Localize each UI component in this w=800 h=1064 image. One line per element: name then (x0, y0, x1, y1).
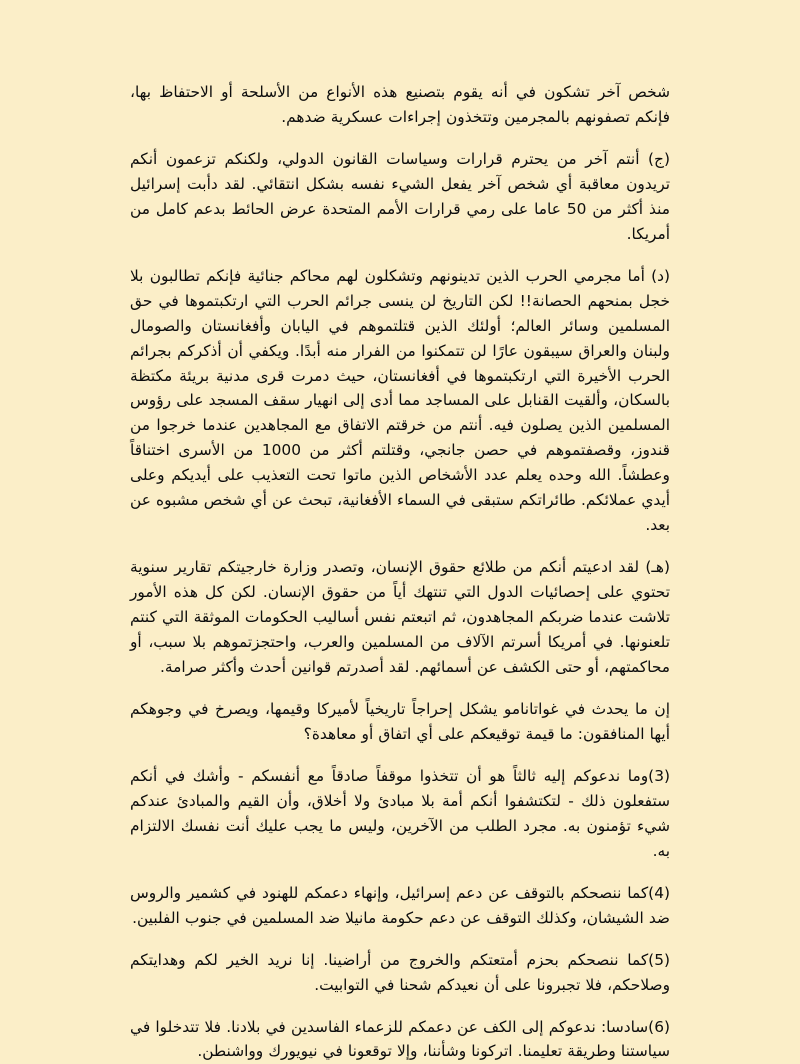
document-body (130, 80, 670, 1064)
paragraph-item-dal: (د) أما مجرمي الحرب الذين تدينونهم وتشكلون لهم محاكم جنائية فإنكم تطالبون بلا خجل بمنحهم الحصانة!! لكن التاريخ لن ينسى جرائم الحرب التي ارتكبتموها في حق المسلمين وسائر العالم؛ أولئك الذين قتلتموهم في اليابان وأفغانستان والصومال ولبنان والعراق سيبقون عارًا لن تتمكنوا من الفرار منه أبدًا. ويكفي أن أذكركم بجرائم الحرب الأخيرة التي ارتكبتموها في أفغانستان، حيث دمرت قرى مدنية بريئة مكتظة بالسكان، وألقيت القنابل على المساجد مما أدى إلى انهيار سقف المسجد على رؤوس المسلمين الذين يصلون فيه. أنتم من خرقتم الاتفاق مع المجاهدين عندما خرجوا من قندوز، وقصفتموهم في حصن جانجي، وقتلتم أكثر من 1000 من الأسرى اختناقاً وعطشاً. الله وحده يعلم عدد الأشخاص الذين ماتوا تحت التعذيب على أيديكم وعلى أيدي عملائكم. طائراتكم ستبقى في السماء الأفغانية، تبحث عن أي شخص مشبوه عن بعد. (130, 264, 670, 538)
paragraph-item-jeem: (ج) أنتم آخر من يحترم قرارات وسياسات القانون الدولي، ولكنكم تزعمون أنكم تريدون معاقبة أي شخص آخر يفعل الشيء نفسه بشكل انتقائي. لقد دأبت إسرائيل منذ أكثر من 50 عاما على رمي قرارات الأمم المتحدة عرض الحائط بدعم كامل من أمريكا. (130, 147, 670, 247)
paragraph-guantanamo: إن ما يحدث في غواتانامو يشكل إحراجاً تاريخياً لأميركا وقيمها، ويصرخ في وجوهكم أيها المنافقون: ما قيمة توقيعكم على أي اتفاق أو معاهدة؟ (130, 697, 670, 747)
paragraph-item-5: (5)كما ننصحكم بحزم أمتعتكم والخروج من أراضينا. إنا نريد الخير لكم وهدايتكم وصلاحكم، فلا تجبرونا على أن نعيدكم شحنا في التوابيت. (130, 948, 670, 998)
paragraph-item-6: (6)سادسا: ندعوكم إلى الكف عن دعمكم للزعماء الفاسدين في بلادنا. فلا تتدخلوا في سياستنا وطريقة تعليمنا. اتركونا وشأننا، وإلا توقعونا في نيويورك وواشنطن. (130, 1015, 670, 1064)
paragraph-item-haa: (هـ) لقد ادعيتم أنكم من طلائع حقوق الإنسان، وتصدر وزارة خارجيتكم تقارير سنوية تحتوي على إحصائيات الدول التي تنتهك أياً من حقوق الإنسان. لكن كل هذه الأمور تلاشت عندما ضربكم المجاهدون، ثم اتبعتم نفس أساليب الحكومات الموثقة التي كنتم تلعنونها. في أمريكا أسرتم الآلاف من المسلمين والعرب، واحتجزتموهم بلا سبب، أو محاكمتهم، أو حتى الكشف عن أسمائهم. لقد أصدرتم قوانين أحدث وأكثر صرامة. (130, 555, 670, 680)
paragraph-intro-continued: شخص آخر تشكون في أنه يقوم بتصنيع هذه الأنواع من الأسلحة أو الاحتفاظ بها، فإنكم تصفونهم بالمجرمين وتتخذون إجراءات عسكرية ضدهم. (130, 80, 670, 130)
paragraph-item-4: (4)كما ننصحكم بالتوقف عن دعم إسرائيل، وإنهاء دعمكم للهنود في كشمير والروس ضد الشيشان، وكذلك التوقف عن دعم حكومة مانيلا ضد المسلمين في جنوب الفلبين. (130, 881, 670, 931)
paragraph-item-3: (3)وما ندعوكم إليه ثالثاً هو أن تتخذوا موقفاً صادقاً مع أنفسكم - وأشك في أنكم ستفعلون ذلك - لتكتشفوا أنكم أمة بلا مبادئ ولا أخلاق، وأن القيم والمبادئ عندكم شيء تؤمنون به. مجرد الطلب من الآخرين، وليس ما يجب عليك أنت نفسك الالتزام به. (130, 764, 670, 864)
